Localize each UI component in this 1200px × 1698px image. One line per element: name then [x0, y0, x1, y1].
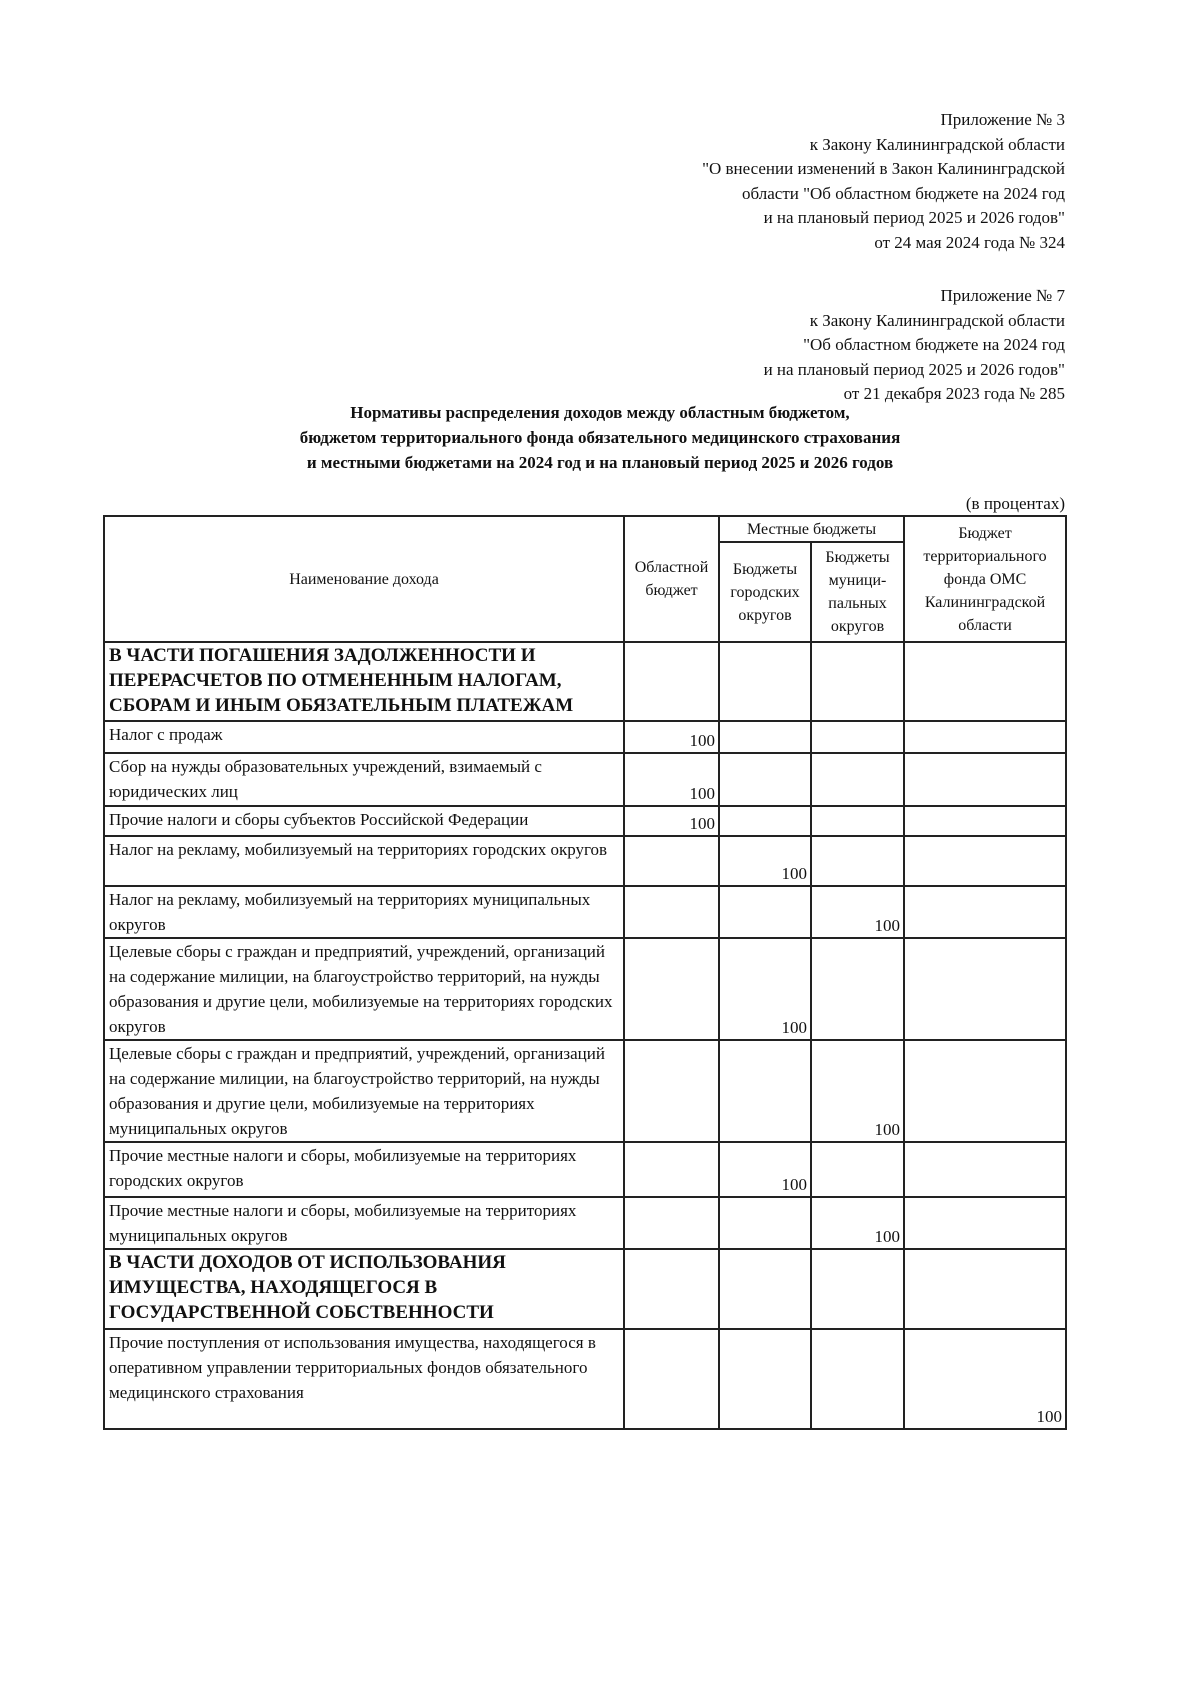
municipal-value: 100: [811, 886, 904, 938]
header-municipal: Бюджеты муници-пальных округов: [811, 542, 904, 642]
oms-value: 100: [904, 1329, 1066, 1429]
header-name: Наименование дохода: [104, 516, 624, 642]
income-name: Целевые сборы с граждан и предприятий, учреждений, организаций на содержание милиции, на благоустройство территорий, на нужды образования и другие цели, мобилизуемые на территориях городских округов: [104, 938, 624, 1040]
header-line: от 21 декабря 2023 года № 285: [843, 384, 1065, 403]
header-line: Приложение № 7: [940, 286, 1065, 305]
oms-value: [904, 806, 1066, 836]
city-value: [719, 642, 811, 721]
distribution-table: [103, 515, 1067, 1430]
appendix-7-header: [764, 284, 1065, 407]
oms-value: [904, 886, 1066, 938]
regional-value: [624, 642, 719, 721]
title-line: и местными бюджетами на 2024 год и на плановый период 2025 и 2026 годов: [306, 453, 894, 472]
header-line: Приложение № 3: [940, 110, 1065, 129]
table-row: [104, 721, 1066, 753]
city-value: [719, 1040, 811, 1142]
oms-value: [904, 642, 1066, 721]
header-line: "О внесении изменений в Закон Калининградской: [702, 159, 1065, 178]
header-line: "Об областном бюджете на 2024 год: [803, 335, 1065, 354]
income-name: Целевые сборы с граждан и предприятий, учреждений, организаций на содержание милиции, на благоустройство территорий, на нужды образования и другие цели, мобилизуемые на территориях муниципальных округов: [104, 1040, 624, 1142]
city-value: [719, 1197, 811, 1249]
header-line: к Закону Калининградской области: [809, 310, 1065, 330]
table-row: [104, 886, 1066, 938]
income-name: Прочие поступления от использования имущества, находящегося в оперативном управлении территориальных фондов обязательного медицинского страхования: [104, 1329, 624, 1429]
document-title: [0, 400, 1200, 475]
city-value: [719, 721, 811, 753]
header-line: и на плановый период 2025 и 2026 годов": [763, 208, 1065, 227]
municipal-value: [811, 938, 904, 1040]
income-name: Прочие местные налоги и сборы, мобилизуемые на территориях городских округов: [104, 1142, 624, 1197]
table-row: [104, 1142, 1066, 1197]
section-row: [104, 642, 1066, 721]
municipal-value: 100: [811, 1040, 904, 1142]
municipal-value: [811, 806, 904, 836]
municipal-value: [811, 1249, 904, 1329]
header-city: Бюджеты городских округов: [719, 542, 811, 642]
municipal-value: [811, 642, 904, 721]
municipal-value: [811, 1329, 904, 1429]
income-name: Налог на рекламу, мобилизуемый на территориях городских округов: [104, 836, 624, 886]
income-name: В ЧАСТИ ПОГАШЕНИЯ ЗАДОЛЖЕННОСТИ И ПЕРЕРАСЧЕТОВ ПО ОТМЕНЕННЫМ НАЛОГАМ, СБОРАМ И ИНЫМ ОБЯЗАТЕЛЬНЫМ ПЛАТЕЖАМ: [104, 642, 624, 721]
header-local-group: Местные бюджеты: [719, 516, 904, 542]
header-line: и на плановый период 2025 и 2026 годов": [763, 359, 1065, 379]
table-row: [104, 1040, 1066, 1142]
regional-value: 100: [624, 721, 719, 753]
oms-value: [904, 753, 1066, 806]
header-regional: Областной бюджет: [624, 516, 719, 642]
header-line: от 24 мая 2024 года № 324: [874, 232, 1065, 252]
municipal-value: [811, 753, 904, 806]
title-line: Нормативы распределения доходов между областным бюджетом,: [350, 403, 850, 422]
income-name: Сбор на нужды образовательных учреждений, взимаемый с юридических лиц: [104, 753, 624, 806]
regional-value: [624, 1197, 719, 1249]
regional-value: [624, 1249, 719, 1329]
city-value: 100: [719, 836, 811, 886]
table-row: [104, 938, 1066, 1040]
title-line: бюджетом территориального фонда обязательного медицинского страхования: [299, 428, 901, 447]
city-value: [719, 1249, 811, 1329]
city-value: 100: [719, 938, 811, 1040]
income-name: В ЧАСТИ ДОХОДОВ ОТ ИСПОЛЬЗОВАНИЯ ИМУЩЕСТВА, НАХОДЯЩЕГОСЯ В ГОСУДАРСТВЕННОЙ СОБСТВЕННОСТИ: [104, 1249, 624, 1329]
municipal-value: [811, 836, 904, 886]
income-name: Прочие местные налоги и сборы, мобилизуемые на территориях муниципальных округов: [104, 1197, 624, 1249]
table-row: [104, 836, 1066, 886]
income-name: Налог с продаж: [104, 721, 624, 753]
regional-value: [624, 836, 719, 886]
income-name: Налог на рекламу, мобилизуемый на территориях муниципальных округов: [104, 886, 624, 938]
regional-value: [624, 886, 719, 938]
oms-value: [904, 1142, 1066, 1197]
oms-value: [904, 1040, 1066, 1142]
income-name: Прочие налоги и сборы субъектов Российской Федерации: [104, 806, 624, 836]
city-value: [719, 886, 811, 938]
municipal-value: [811, 721, 904, 753]
header-line: к Закону Калининградской области: [809, 134, 1065, 154]
section-row: [104, 1249, 1066, 1329]
regional-value: [624, 1040, 719, 1142]
regional-value: 100: [624, 753, 719, 806]
regional-value: [624, 1142, 719, 1197]
regional-value: [624, 1329, 719, 1429]
municipal-value: [811, 1142, 904, 1197]
oms-value: [904, 1197, 1066, 1249]
oms-value: [904, 1249, 1066, 1329]
table-row: [104, 1329, 1066, 1429]
header-line: области "Об областном бюджете на 2024 год: [742, 183, 1065, 203]
table-row: [104, 1197, 1066, 1249]
city-value: [719, 753, 811, 806]
appendix-3-header: [702, 108, 1065, 255]
table-row: [104, 806, 1066, 836]
oms-value: [904, 721, 1066, 753]
table-row: [104, 753, 1066, 806]
city-value: [719, 1329, 811, 1429]
municipal-value: 100: [811, 1197, 904, 1249]
unit-label: (в процентах): [965, 494, 1065, 513]
regional-value: [624, 938, 719, 1040]
oms-value: [904, 836, 1066, 886]
header-oms: Бюджет территориального фонда ОМС Калининградской области: [904, 516, 1066, 642]
oms-value: [904, 938, 1066, 1040]
city-value: [719, 806, 811, 836]
city-value: 100: [719, 1142, 811, 1197]
regional-value: 100: [624, 806, 719, 836]
